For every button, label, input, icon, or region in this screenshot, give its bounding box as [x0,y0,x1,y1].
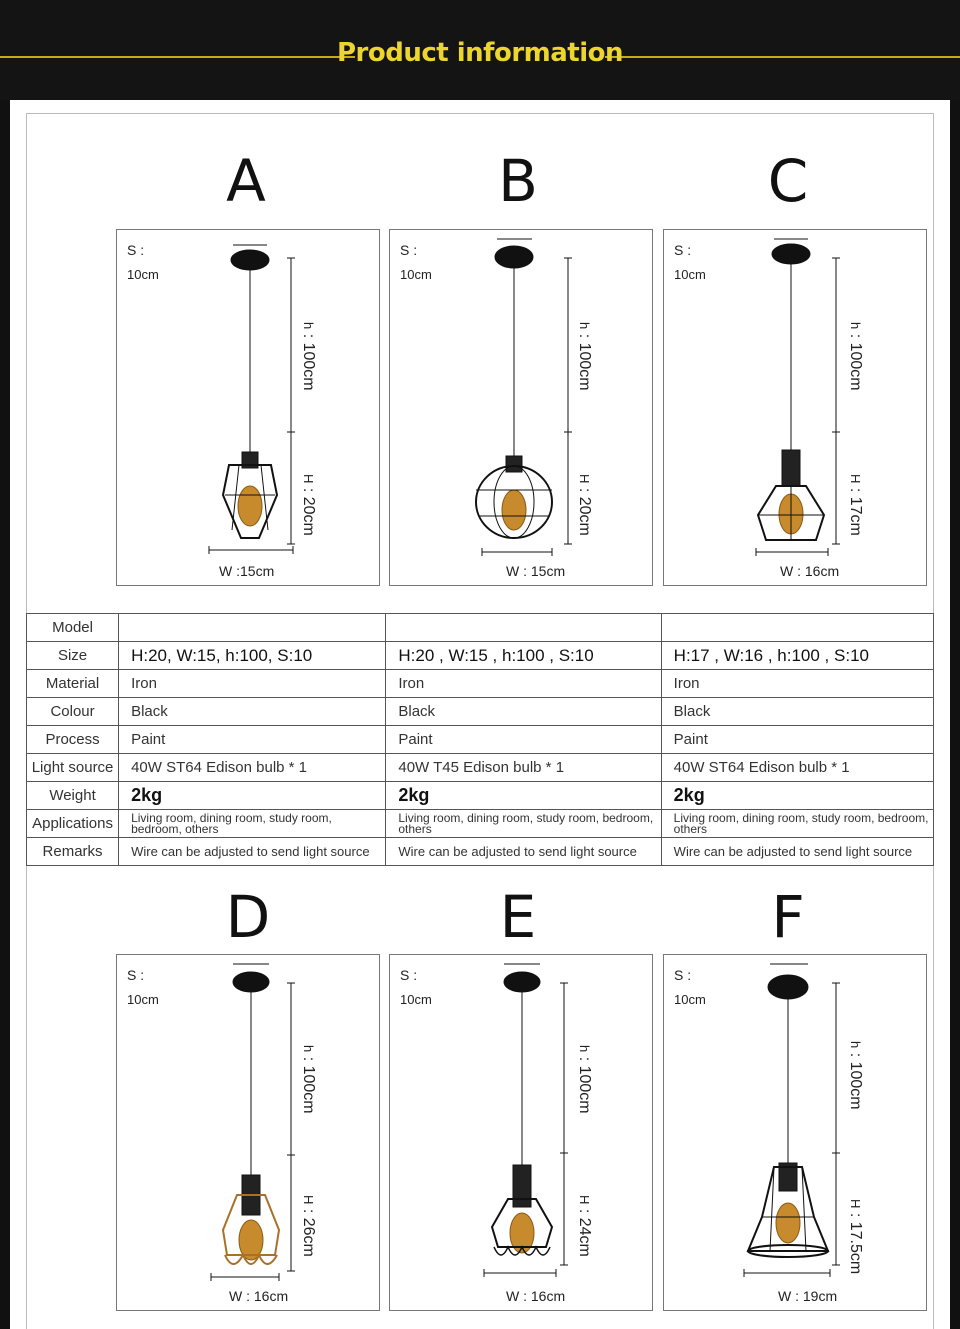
cord-height-label: h : 100cm [300,322,317,391]
cell-light-source-1: 40W ST64 Edison bulb * 1 [119,754,386,782]
lamp-f-drawing [664,955,928,1312]
page-header [0,0,960,100]
cell-size-3: H:17 , W:16 , h:100 , S:10 [661,642,933,670]
row-label: Material [27,670,119,698]
cell-applications-2: Living room, dining room, study room, bedroom, others [386,810,661,838]
lamp-d-drawing [117,955,381,1312]
canopy-size-label: S : [674,242,692,258]
row-label: Size [27,642,119,670]
row-label: Weight [27,782,119,810]
cell-weight-2: 2kg [386,782,661,810]
shade-height-label: H : 24cm [576,1195,593,1257]
table-row [27,754,934,782]
canopy-size-label: S : [400,967,418,983]
cell-light-source-3: 40W ST64 Edison bulb * 1 [661,754,933,782]
cell-material-3: Iron [661,670,933,698]
lamp-e-drawing [390,955,654,1312]
canopy-size-label: S : [127,242,145,258]
cell-light-source-2: 40W T45 Edison bulb * 1 [386,754,661,782]
width-label: W :15cm [219,563,275,579]
row-label: Process [27,726,119,754]
row-label: Model [27,614,119,642]
shade-height-label: H : 20cm [300,474,317,536]
row-label: Applications [27,810,119,838]
cell-applications-3: Living room, dining room, study room, bedroom, others [661,810,933,838]
lamp-panel-f [663,954,927,1311]
page-title: Product information [336,38,624,68]
canopy-size-value: 10cm [400,992,432,1007]
canopy-size-value: 10cm [127,992,159,1007]
canopy-size-label: S : [674,967,692,983]
model-letter-a: A [226,147,266,215]
lamp-panel-c [663,229,927,586]
lamp-b-drawing [390,230,654,587]
table-row [27,838,934,866]
shade-height-label: H : 17.5cm [847,1199,864,1275]
cord-height-label: h : 100cm [847,322,864,391]
cell-colour-2: Black [386,698,661,726]
table-row [27,642,934,670]
canopy-size-value: 10cm [674,992,706,1007]
lamp-panel-b [389,229,653,586]
table-row [27,782,934,810]
lamp-a-drawing [117,230,381,587]
model-letter-f: F [771,883,805,951]
cell-model-1 [119,614,386,642]
cell-colour-3: Black [661,698,933,726]
width-label: W : 16cm [506,1288,566,1304]
table-row [27,670,934,698]
cord-height-label: h : 100cm [300,1045,317,1114]
cell-remarks-2: Wire can be adjusted to send light source [386,838,661,866]
cell-weight-1: 2kg [119,782,386,810]
cell-size-2: H:20 , W:15 , h:100 , S:10 [386,642,661,670]
cell-colour-1: Black [119,698,386,726]
cell-remarks-3: Wire can be adjusted to send light source [661,838,933,866]
model-letter-c: C [767,147,809,215]
table-row [27,614,934,642]
cell-remarks-1: Wire can be adjusted to send light source [119,838,386,866]
table-row [27,810,934,838]
cord-height-label: h : 100cm [576,1045,593,1114]
model-letter-d: D [225,883,271,951]
width-label: W : 19cm [778,1288,838,1304]
width-label: W : 16cm [229,1288,289,1304]
lamp-panel-d [116,954,380,1311]
canopy-size-value: 10cm [400,267,432,282]
shade-height-label: H : 20cm [576,474,593,536]
spec-table [26,613,934,866]
model-letter-e: E [499,883,537,951]
canopy-size-label: S : [127,967,145,983]
lamp-panel-a [116,229,380,586]
cell-size-1: H:20, W:15, h:100, S:10 [119,642,386,670]
row-label: Light source [27,754,119,782]
lamp-panel-e [389,954,653,1311]
cord-height-label: h : 100cm [847,1041,864,1110]
canopy-size-value: 10cm [674,267,706,282]
canopy-size-value: 10cm [127,267,159,282]
table-row [27,698,934,726]
cell-material-2: Iron [386,670,661,698]
width-label: W : 16cm [780,563,840,579]
cell-process-2: Paint [386,726,661,754]
row-label: Remarks [27,838,119,866]
shade-height-label: H : 17cm [847,474,864,536]
shade-height-label: H : 26cm [300,1195,317,1257]
row-label: Colour [27,698,119,726]
cord-height-label: h : 100cm [576,322,593,391]
model-letter-b: B [498,147,538,215]
cell-applications-1: Living room, dining room, study room, bedroom, others [119,810,386,838]
cell-weight-3: 2kg [661,782,933,810]
width-label: W : 15cm [506,563,566,579]
canopy-size-label: S : [400,242,418,258]
cell-model-3 [661,614,933,642]
cell-process-3: Paint [661,726,933,754]
cell-model-2 [386,614,661,642]
lamp-c-drawing [664,230,928,587]
table-row [27,726,934,754]
cell-material-1: Iron [119,670,386,698]
cell-process-1: Paint [119,726,386,754]
